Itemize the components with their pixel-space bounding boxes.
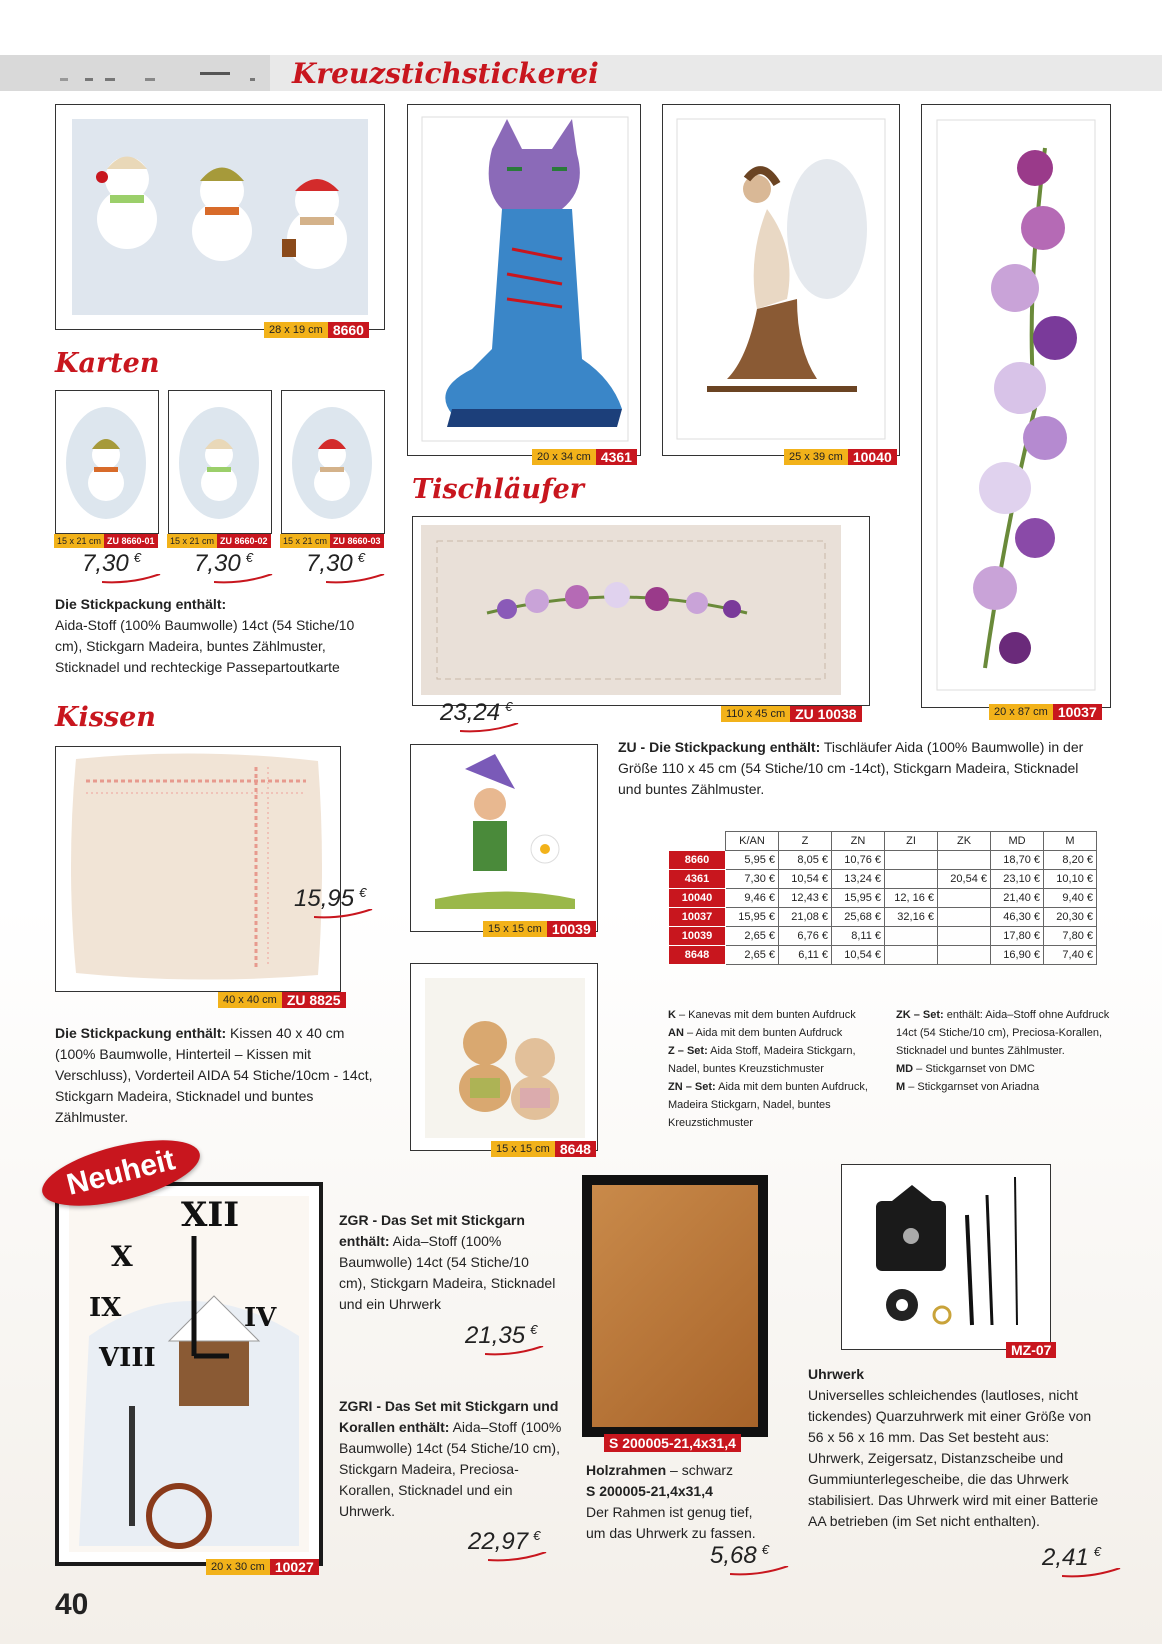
product-8660-frame[interactable] — [55, 104, 385, 330]
card-1-image — [56, 391, 156, 531]
tag-card-1: 15 x 21 cm ZU 8660-01 — [54, 534, 158, 548]
tag-10027: 20 x 30 cm 10027 — [206, 1559, 319, 1575]
fairy-image — [667, 109, 897, 449]
wooden-frame-product[interactable] — [582, 1175, 768, 1437]
price-table — [668, 831, 1097, 965]
legend-item: Z – Set: Aida Stoff, Madeira Stickgarn, Nadel, buntes Kreuzstichmuster — [668, 1045, 856, 1075]
legend-item: K – Kanevas mit dem bunten Aufdruck — [668, 1009, 856, 1021]
wooden-frame-image — [592, 1185, 758, 1427]
pillow-image — [56, 747, 336, 987]
price-clock-movement: 2,41 € — [1042, 1544, 1101, 1572]
zgri-description: ZGRI - Das Set mit Stickgarn und Korallen enthält: Aida–Stoff (100% Baumwolle) 14ct (54 Stiche/10 cm), Stickgarn Madeira, Preciosa-Korallen, Sticknadel und ein Uhrwerk. — [339, 1398, 562, 1519]
product-10039-frame[interactable] — [410, 744, 598, 932]
gnome-image — [415, 749, 595, 929]
table-runner-image — [417, 521, 867, 701]
tag-8825: 40 x 40 cm ZU 8825 — [218, 992, 346, 1008]
table-row: 8648 2,65 € 6,11 € 10,54 € 16,90 € 7,40 € — [669, 946, 1097, 965]
svg-text:XII: XII — [181, 1195, 240, 1235]
svg-text:VIII: VIII — [99, 1343, 156, 1373]
section-title-tischlaeufer: Tischläufer — [412, 474, 585, 505]
svg-text:X: X — [111, 1240, 133, 1273]
neuheit-label: Neuheit — [63, 1143, 179, 1202]
card-1-frame[interactable] — [55, 390, 159, 534]
product-10037-frame[interactable] — [921, 104, 1111, 708]
kissen-description: Die Stickpackung enthält: Kissen 40 x 40 cm (100% Baumwolle, Hinterteil – Kissen mit Verschluss), Vorderteil AIDA 54 Stiche/10cm - 14ct, Stickgarn Madeira, Sticknadel und buntes Zählmuster. — [55, 1025, 373, 1125]
tag-clock-movement: MZ-07 — [1006, 1342, 1056, 1358]
legend-item: ZN – Set: Aida mit dem bunten Aufdruck, Madeira Stickgarn, Nadel, buntes Kreuzstichmuster — [668, 1081, 868, 1129]
legend-item: MD – Stickgarnset von DMC — [896, 1063, 1035, 1075]
card-3-image — [282, 391, 382, 531]
price-zgr: 21,35 € — [465, 1322, 537, 1350]
teddy-bears-image — [415, 968, 595, 1148]
header-logo — [55, 62, 255, 86]
product-8648-frame[interactable] — [410, 963, 598, 1151]
price-8825: 15,95 € — [294, 885, 366, 913]
price-wooden-frame: 5,68 € — [710, 1542, 769, 1570]
tag-4361: 20 x 34 cm 4361 — [532, 449, 637, 465]
winter-clock-image — [59, 1186, 319, 1562]
table-row: 10039 2,65 € 6,76 € 8,11 € 17,80 € 7,80 € — [669, 927, 1097, 946]
price-zgri: 22,97 € — [468, 1528, 540, 1556]
price-card-1: 7,30 € — [82, 550, 141, 578]
product-10027-frame[interactable] — [55, 1182, 323, 1566]
card-2-frame[interactable] — [168, 390, 272, 534]
legend-item: M – Stickgarnset von Ariadna — [896, 1081, 1040, 1093]
tag-10040: 25 x 39 cm 10040 — [784, 449, 897, 465]
clock-movement-image — [842, 1165, 1048, 1347]
table-row: 4361 7,30 € 10,54 € 13,24 € 20,54 € 23,10 € 10,10 € — [669, 870, 1097, 889]
table-row: 10040 9,46 € 12,43 € 15,95 € 12, 16 € 21,40 € 9,40 € — [669, 889, 1097, 908]
header-title-box — [270, 55, 1162, 91]
orchid-image — [925, 108, 1107, 704]
table-row: 8660 5,95 € 8,05 € 10,76 € 18,70 € 8,20 € — [669, 851, 1097, 870]
card-3-frame[interactable] — [281, 390, 385, 534]
price-card-2: 7,30 € — [194, 550, 253, 578]
svg-text:IV: IV — [244, 1303, 277, 1333]
section-title-kissen: Kissen — [55, 702, 156, 733]
tag-card-2: 15 x 21 cm ZU 8660-02 — [167, 534, 271, 548]
product-10040-frame[interactable] — [662, 104, 900, 456]
tag-10037: 20 x 87 cm 10037 — [989, 704, 1102, 720]
wooden-frame-description: Holzrahmen – schwarz S 200005-21,4x31,4 Der Rahmen ist genug tief, um das Uhrwerk zu fassen. — [586, 1462, 756, 1541]
product-10038-frame[interactable] — [412, 516, 870, 706]
price-10038: 23,24 € — [440, 699, 512, 727]
zgr-description: ZGR - Das Set mit Stickgarn enthält: Aida–Stoff (100% Baumwolle) 14ct (54 Stiche/10 cm), Stickgarn Madeira, Sticknadel und ein Uhrwerk — [339, 1212, 556, 1312]
tischlaeufer-description: ZU - Die Stickpackung enthält: Tischläufer Aida (100% Baumwolle) in der Größe 110 x 45 cm (54 Stiche/10 cm -14ct), Stickgarn Madeira, Sticknadel und buntes Zählmuster. — [618, 739, 1084, 797]
tag-card-3: 15 x 21 cm ZU 8660-03 — [280, 534, 384, 548]
tag-8648: 15 x 15 cm 8648 — [491, 1141, 596, 1157]
karten-description: Die Stickpackung enthält: Aida-Stoff (100% Baumwolle) 14ct (54 Stiche/10 cm), Stickgarn Madeira, buntes Zählmuster, Sticknadel und rechteckige Passepartoutkarte — [55, 596, 355, 675]
legend-right — [896, 1006, 1116, 1096]
legend-item: AN – Aida mit dem bunten Aufdruck — [668, 1027, 843, 1039]
tag-8660: 28 x 19 cm 8660 — [264, 322, 369, 338]
cat-boot-image — [412, 109, 638, 449]
product-8825-frame[interactable] — [55, 746, 341, 992]
svg-text:IX: IX — [89, 1293, 122, 1323]
table-row: 10037 15,95 € 21,08 € 25,68 € 32,16 € 46,30 € 20,30 € — [669, 908, 1097, 927]
tag-10039: 15 x 15 cm 10039 — [483, 921, 596, 937]
clock-movement-product[interactable] — [841, 1164, 1051, 1350]
product-4361-frame[interactable] — [407, 104, 641, 456]
legend-item: ZK – Set: enthält: Aida–Stoff ohne Aufdruck 14ct (54 Stiche/10 cm), Preciosa-Korallen, Sticknadel und buntes Zählmuster. — [896, 1009, 1110, 1057]
code-8660: 8660 — [328, 322, 369, 338]
tag-wooden-frame: S 200005-21,4x31,4 — [604, 1434, 741, 1452]
tag-10038: 110 x 45 cm ZU 10038 — [721, 706, 862, 722]
clock-movement-description: Uhrwerk Universelles schleichendes (lautloses, nicht tickendes) Quarzuhrwerk mit einer Größe von 56 x 56 x 16 mm. Das Set besteht aus: Uhrwerk, Zeigersatz, Distanzscheibe und Gummiunterlegescheibe, die das Uhrwerk stabilisiert. Das Uhrwerk wird mit einer Batterie AA betrieben (im Set nicht enthalten). — [808, 1366, 1099, 1529]
page-number: 40 — [55, 1588, 89, 1621]
price-table-header: K/AN Z ZN ZI ZK MD M — [669, 832, 1097, 851]
price-card-3: 7,30 € — [306, 550, 365, 578]
snowmen-image — [72, 119, 368, 315]
legend-left — [668, 1006, 878, 1132]
card-2-image — [169, 391, 269, 531]
section-title-karten: Karten — [55, 348, 160, 379]
header-title: Kreuzstichstickerei — [292, 57, 599, 90]
